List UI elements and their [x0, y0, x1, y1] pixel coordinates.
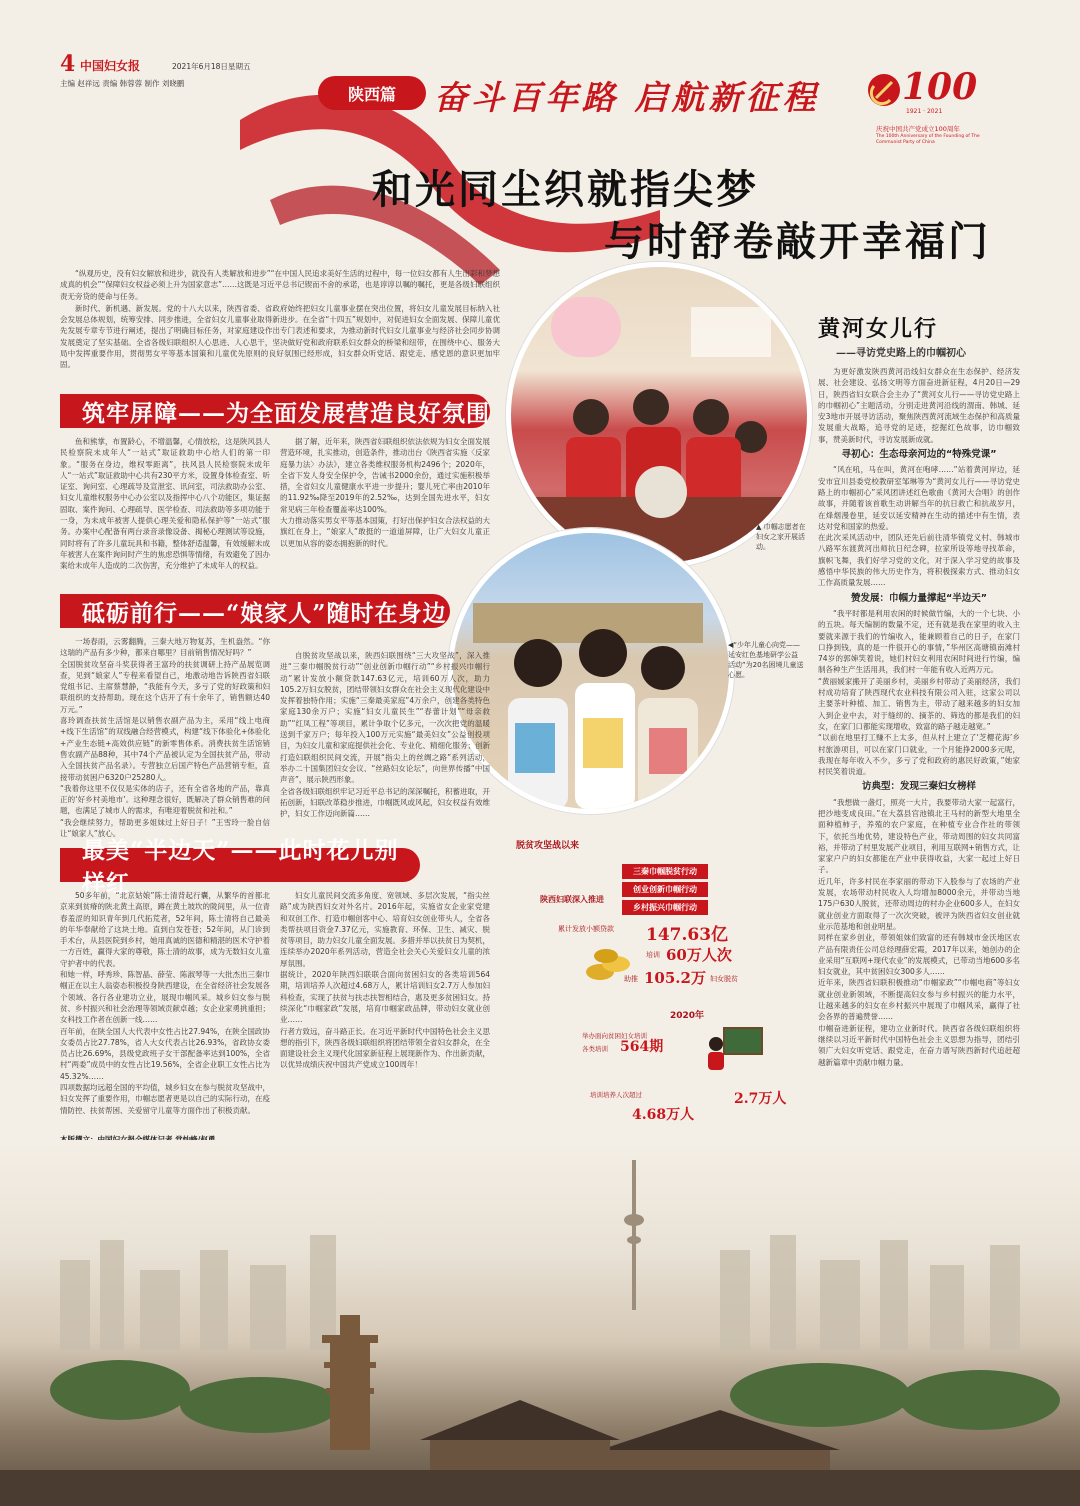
issue-date: 2021年6月18日: [172, 62, 228, 71]
section3-title: 最美“半边天”——此时花儿别样红: [82, 837, 399, 897]
train-value: 60万人次: [666, 946, 732, 964]
headline-line2: 与时舒卷敲开幸福门: [604, 218, 991, 265]
right-p3-text: “我想做一盏灯，照亮一大片，我要带动大家一起富行，把沙地变成良田。”在大荔县官池镇北王马村的新型大地里全面种植柿子，养殖的农户家庭，在种植专业合作社的带领下，依托当地优势，建设特色产业，带动周围的妇女共同富裕，并带动了村里发展产业项目，利用互联网+销售方式，让家家户户的妇女都能在产业中获得收益，大家一起过上好日子。 近几年，许多村民在李家丽的带动下入股参与了农场的产业发展，农场带动村民收入人均增加8000余元，并带动当地175户630人脱贫，还带动周边的村办企业600多人，在妇女就业创业方面取得了一次次突破，被评为陕西省妇女创业就业示范基地和创业明星。 同样在家乡创业，带领姐妹们致富的还有韩城市金沃地区农产品有限责任公司总经理薛宏霞，2017年以来，她创办的企业采用“互联网+现代农业”的发展模式，已带动当地600多名妇女就业，其中贫困妇女300多人…… 近年来，陕西省妇联积极推动“巾帼家政”“巾帼电商”等妇女就业创业新领域，不断提高妇女参与乡村振兴的能力水平，让越来越多的妇女在乡村振兴中展现了巾帼风采，赢得了社会各界的普遍赞誉…… 巾帼奋进新征程，建功立业新时代。陕西省各级妇联组织将继续以习近平新时代中国特色社会主义思想为指导，团结引领广大妇女听党话、跟党走，在奋力谱写陕西新时代追赶超越新篇章中贡献巾帼力量。: [818, 797, 1020, 1067]
teacher-board-icon: [704, 1026, 764, 1072]
intro-paragraph: “纵观历史，没有妇女解放和进步，就没有人类解放和进步”“在中国人民追求美好生活的过程中，每一位妇女都有人生出彩和梦想成真的机会”“保障妇女权益必须上升为国家意志”……这既是习近平总书记锲而不舍的承诺，也是谆谆以嘱的嘱托，更是各级妇联组织责无旁贷的使命与任务。: [60, 269, 500, 301]
anniversary-caption-cn: 庆祝中国共产党成立100周年: [876, 125, 960, 133]
section3-col1: [60, 890, 270, 1130]
section2-title: 砥砺前行——“娘家人”随时在身边: [82, 599, 447, 627]
anniversary-number: 100: [902, 66, 978, 108]
infographic: [500, 838, 800, 1148]
photo-children-wishes: [448, 528, 734, 814]
action-item: 创业创新巾帼行动: [622, 882, 708, 897]
right-subhead-2: 赞发展：巾帼力量撑起“半边天”: [851, 592, 987, 604]
loan-label: 累计发放小额贷款: [558, 925, 614, 933]
photo-children-wishes-caption: ◀“少年儿童心向党——延安红色基地研学公益活动”为20名困境儿童送心愿。: [728, 641, 804, 679]
right-p1-text: “风在吼，马在叫，黄河在咆哮……”站着黄河岸边，延安市宜川县委党校教研室邹琳等为“黄河女儿行——寻访党史路上的巾帼初心”采风团讲述红色歌曲《黄河大合唱》的创作故事，并随着该首歌生动讲解当年的抗日救亡和抗战岁月，在烽烟漫卷里，延安以延安精神在生动的描述中有生情，表达对党和国家的热爱。 在此次采风活动中，团队还先后前往清华镇党义村、韩城市八路军东渡黄河出师抗日纪念碑，拉家所设等地寻找革命，旗帜飞舞，我们好学习党的文化，对于深入学习党的故事及感悟中华民族的伟大历史作为，将积极探索方式、推动妇女工作高质量发展……: [818, 465, 1020, 588]
right-subhead-3: 访典型：发现三秦妇女榜样: [861, 781, 976, 793]
loan-value: 147.63亿: [646, 925, 729, 945]
right-column-body: [818, 366, 1020, 1146]
page-number: 4: [60, 51, 76, 77]
intro-paragraph: 新时代、新机遇、新发展。党的十八大以来，陕西省委、省政府始终把妇女儿童事业摆在突出位置，将妇女儿童发展目标纳入社会发展总体规划，统筹安排、同步推进，全省妇女儿童事业取得新进步。在全省“十四五”规划中，对促进妇女全面发展、保障儿童优先发展专章专节进行阐述，提出了明确目标任务，对家庭建设作出专门表述和要求，为推动新时代妇女儿童事业与经济社会同步协调发展奠定了坚实基础。全省各级妇联组织人心思进、人心思干，坚决做好党和政府联系妇女群众的桥梁和纽带，在围绕中心、服务大局中发挥重要作用，贯彻男女平等基本国策和儿童优先原则的良好氛围已经形成，妇女群众听党话、跟党走、感党恩的意识更加牢固。: [60, 303, 500, 370]
infographic-actions-list: [622, 864, 708, 915]
cityscape-photo: [0, 1140, 1080, 1506]
action-item: 三秦巾帼脱贫行动: [622, 864, 708, 879]
help-unit: 妇女脱贫: [710, 975, 738, 983]
right-column-subtitle: ——寻访党史路上的巾帼初心: [836, 348, 966, 359]
section3-title-bar: [60, 837, 420, 897]
section1-title-bar: [60, 394, 490, 428]
right-p2-text: “我平时都是利用农闲的时候做竹编，大的一个七块、小的五块。每天编制的数量不定，还有就是我在家里的收入主要就来源于我们的竹编收入，能兼顾着自己的日子，在家门口挣到钱，真的是一件很开心的事情，”华州区高塘镇南滩村74岁的郭婶笑着说，她们村妇女利用农闲时间进行竹编，编制各种生产生活用具，我们村一年能有收入近两万元。 “黄丽媛家搬开了美丽乡村，美丽乡村带动了美丽经济，我们村成功培育了陕西现代农业科技有限公司入驻，这家公司以主要茶叶种植、加工、销售为主，带动了越来越多的妇女加入到企业中去，对于缝纫的、摘茶的、筛选的都是我们的妇女，在家门口都能实现增收，致富的路子越走越宽。” “以前在地里打工赚不上太多，但从村上建立了‘芝櫻花海’乡村旅游项目，可以在家门口就业，一个月能挣2000多元呢，我现在每年收入不少，多亏了党和政府的惠民好政策，”她家村民笑着说道。: [818, 608, 1020, 777]
help-value: 105.2万: [644, 969, 706, 987]
year-stat1b-label: 各类培训: [582, 1045, 608, 1053]
anniversary-logo: [862, 62, 992, 152]
action-item: 乡村振兴巾帼行动: [622, 900, 708, 915]
year-stat2-value: 4.68万人: [632, 1107, 695, 1123]
year-label: 2020年: [670, 1011, 705, 1021]
section1-col1-text: 鱼和熊掌，布置龄心，不增温馨，心情放松，这是陕风县人民检察院未成年人“一站式”取证救助中心给人们的第一印象。“服务在身边，维权零距离”，扶风县人民检察院未成年人“一站式”取证救助中心共有230平方米，设置身体检查室、听证室、询问室、心理疏导及宣泄室、讯问室，司法救助办公室、妇女儿童维权服务中心办公室以及指挥中心八个功能区，集证据固取、案件询问、心理疏导、医学检查、司法救助等多项功能于一身，为未成年被害人提供心理关爱和隐私保护等“一站式”服务。办案中心配备有两台录音录像设备、揭秘心理测试等设施，同时将有了许多儿童玩具和书籍，整体舒适温馨，有效缓解未成年被害人在案件询问时产生的焦虑恐惧等情绪，有效避免了因办案给未成年人造成的二次伤害，充分维护了未成年人的权益。: [60, 437, 270, 571]
right-intro-text: 为更好激发陕西黄河沿线妇女群众在生态保护、经济发展、社会建设、弘扬文明等方面奋进新征程，4月20日—29日，陕西省妇女联合会主办了“黄河女儿行——寻访党史路上的巾帼初心”主题活动，分别走进黄河沿线的渭南、韩城、延安3地市开展寻访活动，聚焦陕西黄河流域生态保护和高质量发展重大战略，追寻党的足迹，挖掘红色故事，访巾帼致事，赞美新时代，寻访发展新成就。: [818, 367, 1020, 444]
section1-title: 筑牢屏障——为全面发展营造良好氛围: [82, 399, 490, 427]
year-stat1-label: 举办面向贫困妇女培训: [582, 1032, 647, 1040]
section3-col2: [280, 890, 490, 1130]
year-stat1-value: 564期: [620, 1039, 664, 1055]
issue-weekday: 星期五: [228, 62, 251, 71]
anniversary-caption-en: The 100th Anniversary of the Founding of The Communist Party of China: [876, 134, 980, 145]
section2-col1: [60, 636, 270, 846]
region-tag-label: 陕西篇: [347, 84, 396, 104]
section1-col2-text: 据了解，近年来，陕西省妇联组织依法依规为妇女全面发展营造环境，扎实推动，创造条件，推动出台《陕西省实施〈反家庭暴力法〉办法》，建立各类维权服务机构2496个；2020年，全省下发人身安全保护令，告诫书2000余份，通过实施积极举措，全省妇女儿童健康水平进一步提升；婴儿死亡率由2010年的11.92‰降至2019年的2.52‰，达到全国先进水平，妇女常见病三年检查覆盖率达100%。 大力推动落实男女平等基本国策，打好出保护妇女合法权益的大旗红在身上，“娘家人”敢挺的一道道屏障，让广大妇女儿童正以更加从容的姿态拥抱新的时代。: [280, 437, 490, 548]
right-column-title: 黄河女儿行: [818, 316, 939, 342]
banner-slogan: 奋斗百年路 启航新征程: [434, 78, 820, 117]
section2-col2-text: 自脱贫攻坚战以来，陕西妇联围绕“三大攻坚战”，深入推进“三秦巾帼脱贫行动”“创业创新巾帼行动”“乡村振兴巾帼行动”累计发放小额贷款147.63亿元，培训60万人次，助力105.2万妇女脱贫，团结带领妇女群众在社会主义现代化建设中发挥着独特作用；实施“三秦最美家庭”4万余户，创建各类特色家庭130余万户；实施“妇女儿童民生”“春蕾计划”“母亲救助”“红凤工程”等项目，累计争取个亿多元，一次次把党的温暖送到千家万户；每年投入100万元实施“最美妇女”公益创投项目，为妇女儿童和家庭提供社会化、专业化、精细化服务；创新打造妇联组织民间交流，开展“指尖上的丝绸之路”系列活动，举办二十国集团妇女会议、“丝路妇女论坛”，向世界传播“中国声音”，展示陕西形象。 全省各级妇联组织牢记习近平总书记的深深嘱托，积蓄进取，开拓创新，妇联改革稳步推进，巾帼既风或风起，妇女权益有效维护，妇女工作迈向新篇……: [280, 651, 490, 819]
section3-col2-text: 妇女儿童民间交流多角度、宽领域、多层次发展，“指尖丝路”成为陕西妇女对外名片。2016年起，实施省女企业家党建和双创工作、打造巾帼创客中心、培育妇女创业带头人，全省各类帮扶项目资金7.37亿元，实施教育、环保、卫生、减灾、脱贫等项目，助力妇女儿童全面发展。多措并举以扶贫日为契机，连续举办2020年系列活动，营造全社会关心关爱妇女儿童的浓厚氛围。 据统计，2020年陕西妇联联合面向贫困妇女的各类培训564期，培训培养人次超过4.68万人，累计培训妇女2.7万人参加妇科检查，实现了扶贫与扶志扶智相结合，惠及更多贫困妇女。持续深化“巾帼家政”发展，培育巾帼家政品牌，带动妇女就业创业…… 行者方致远，奋斗路正长。在习近平新时代中国特色社会主义思想的指引下，陕西各级妇联组织将团结带领全省妇女群众，在全面建设社会主义现代化国家新征程上展现新作为、作出新贡献，以优异成绩庆祝中国共产党成立100周年！: [280, 891, 490, 1070]
section2-title-bar: [60, 594, 450, 628]
section2-col1-text: 一场春雨，云雾翻腾，三秦大地万物复苏，生机盎然。“你这瑞的产品有多少种，都来自哪里？目前销售情况好吗？” 全国脱贫攻坚奋斗奖获得者王富玲的扶贫调研上持产品展览调查，见到“娘家人”专程来看望自己，地激动地告诉陕西省妇联党组书记、主席蔡慧静，“我能有今天，多亏了党的好政策和妇联组织的支持帮助。现在这个店开了有十余年了，销售额达40万元。” 喜玲调查扶贫生活馆是以销售农副产品为主，采用“线上电商+线下生活馆”的双线融合经营模式，构建“线下体验化+体验化+产业生态链+高效供应链”的新零售体系。消费扶贫生活馆销售农副产品88种，其中74个产品被认定为全国扶贫产品，带动入全国扶贫产品名录）。专营独立后国产特色产品营销专柜，直接带动贫困户6320户25280人。 “我着你这里不仅仅是实体的店子，还有全省各地的产品，靠真正的‘好乡村美地市’。这种理念很好，既解决了群众销售难的问题，也满足了城市人的需求，有唯迎着脱贫和社和。” “我会继续努力，帮助更多姐妹过上好日子！”王雪玲一脸自信让“娘家人”放心。: [60, 637, 270, 839]
section1-col2: [280, 436, 490, 584]
paper-name: 中国妇女报: [80, 59, 141, 73]
year-stat3-value: 2.7万人: [734, 1091, 787, 1107]
headline-line1: 和光同尘织就指尖梦: [372, 166, 759, 213]
infographic-header: 脱贫攻坚战以来: [516, 841, 580, 851]
editors-line: 主编 赵祥远 责编 韩蓉蓉 制作 刘晓鹏: [60, 79, 185, 88]
train-label: 培训: [646, 951, 660, 959]
section2-col2: [280, 650, 490, 848]
region-tag: [318, 76, 426, 110]
intro-text: [60, 268, 500, 386]
photo-women-volunteers-caption: ▲ 巾帼志愿者在妇女之家开展活动。: [756, 523, 806, 551]
help-label: 助推: [624, 975, 638, 983]
right-subhead-1: 寻初心：生态母亲河边的“特殊党课”: [841, 449, 997, 461]
anniversary-years: 1921 · 2021: [906, 108, 943, 115]
infographic-actions-label: 陕西妇联深入推进: [540, 895, 604, 904]
section3-col1-text: 50多年前，“北京姑娘”陈士清背起行囊，从繁华的首都北京来到贫瘠的陕北黄土高原，蹲在黄土坡坎的陇间里，从一位青春羞涩的知识青年到几代拓荒者，52年间，陈士清将自己最美的年华奉献给了这块土地。直到白发苍苍；52年间，从门诊到手术台，从县医院到乡村，她用真诚的医德和精湛的医术守护着一方百姓，赢得大家的尊敬，陈士清的故事，成为无数妇女儿童守护者中的代表。 和她一样，呼秀珍、陈智晶、薛莹、陈淑琴等一大批杰出三秦巾帼正在以主人翁姿态积极投身陕西建设，在全省经济社会发展各个领域、各行各业建功立业，展现巾帼风采。城乡妇女参与脱贫、乡村振兴和社会治理等领域贡献卓越；女企业家勇挑重担；女科技工作者在创新一线…… 百年前，在陕全国人大代表中女性占比27.94%，在陕全国政协女委员占比27.78%，省人大女代表占比26.93%，省政协女委员占比26.69%，县级党政班子女干部配备率达到100%，全省村“两委”成员中的女性占比19.56%，全省企业职工女性占比为45.32%…… 四项数据均远超全国的平均值，城乡妇女在参与脱贫攻坚战中，妇女发挥了重要作用，巾帼志愿者更是以自己的实际行动，在疫情防控、扶贫帮困、关爱留守儿童等方面作出了积极贡献。: [60, 891, 270, 1115]
year-stat2-label: 培训培养人次超过: [590, 1091, 642, 1099]
